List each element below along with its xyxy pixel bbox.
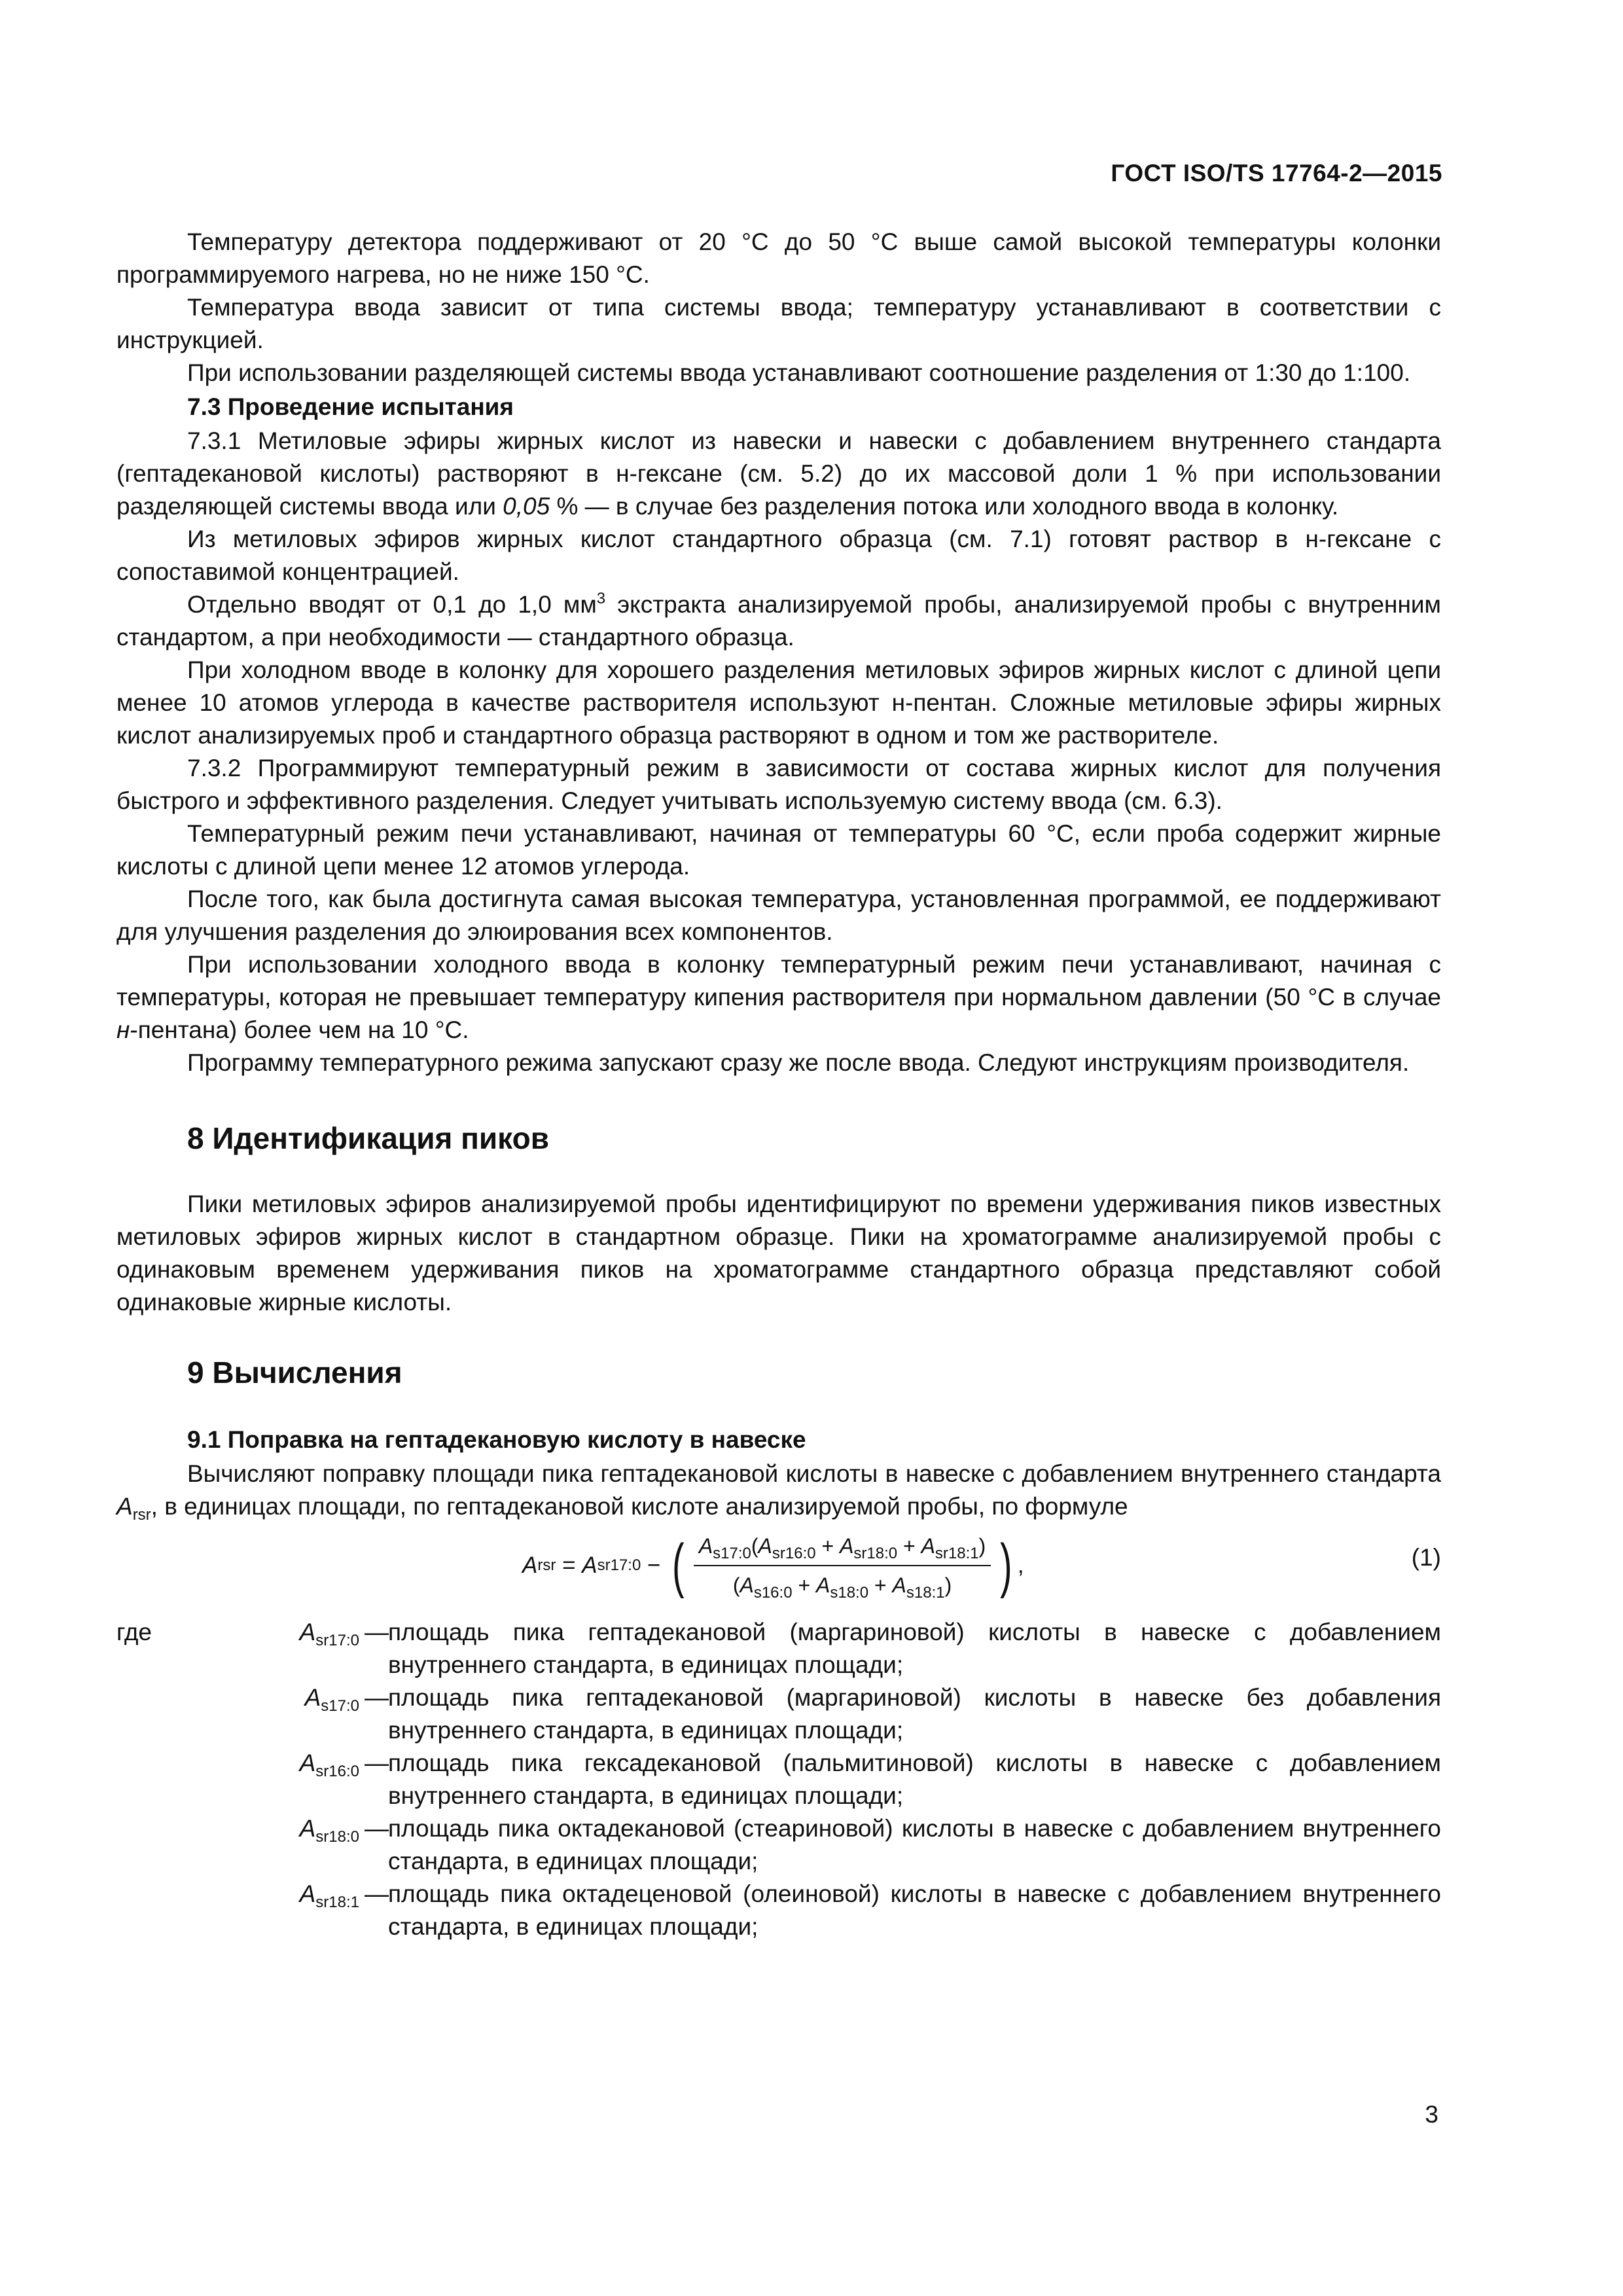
- operator: +: [868, 1573, 893, 1597]
- definition-symbol: [116, 1616, 359, 1681]
- symbol: A: [299, 1749, 316, 1776]
- numerator: [694, 1530, 991, 1566]
- page-number: 3: [1425, 2101, 1438, 2128]
- operator: +: [815, 1534, 840, 1558]
- definition-text: площадь пика гептадекановой (маргариновой) кислоты в навеске без добавления внутреннего стандарта, в единицах площади;: [388, 1684, 1441, 1744]
- definition-item: [116, 1747, 1441, 1812]
- subscript: s17:0: [321, 1697, 359, 1715]
- symbol: A: [892, 1573, 906, 1597]
- document-body: [116, 226, 1441, 1943]
- superscript: 3: [596, 590, 606, 607]
- paragraph: [116, 948, 1441, 1047]
- paragraph: Температуру детектора поддерживают от 20 °С до 50 °С выше самой высокой температуры колонки программируемого нагрева, но не ниже 150 °С.: [116, 228, 1441, 288]
- symbol: A: [921, 1534, 935, 1558]
- paragraph-text: Отдельно вводят от 0,1 до 1,0 мм: [187, 591, 597, 618]
- paragraph: [116, 588, 1441, 654]
- bracket: (: [751, 1534, 758, 1558]
- italic-text: н: [116, 1016, 130, 1043]
- definition-item: [116, 1878, 1441, 1943]
- paragraph: Температурный режим печи устанавливают, начиная от температуры 60 °С, если проба содержит жирные кислоты с длиной цепи менее 12 атомов углерода.: [116, 820, 1441, 880]
- symbol: A: [758, 1534, 772, 1558]
- symbol: A: [522, 1552, 538, 1578]
- definition-item: [116, 1681, 1441, 1747]
- formula-1: [116, 1527, 1441, 1605]
- where-label: где: [116, 1619, 152, 1645]
- paragraph: Программу температурного режима запускают сразу же после ввода. Следуют инструкциям производителя.: [187, 1049, 1410, 1076]
- section-heading-9: 9 Вычисления: [187, 1355, 402, 1390]
- paragraph-text: % — в случае без разделения потока или холодного ввода в колонку.: [550, 493, 1339, 520]
- definition-text: площадь пика гексадекановой (пальмитиновой) кислоты в навеске с добавлением внутреннего стандарта, в единицах площади;: [388, 1749, 1441, 1809]
- subscript: s16:0: [753, 1584, 793, 1602]
- paragraph-text: -пентана) более чем на 10 °С.: [130, 1016, 469, 1043]
- right-paren: ): [1000, 1532, 1012, 1599]
- operator: −: [641, 1552, 668, 1578]
- definition-text: площадь пика октадеценовой (олеиновой) кислоты в навеске с добавлением внутреннего стандарта, в единицах площади;: [388, 1880, 1441, 1940]
- paragraph-text: Вычисляют поправку площади пика гептадекановой кислоты в навеске с добавлением внутреннего стандарта: [187, 1460, 1441, 1487]
- symbol: A: [840, 1534, 854, 1558]
- section-heading-8: 8 Идентификация пиков: [187, 1121, 549, 1155]
- symbol: A: [698, 1534, 713, 1558]
- paragraph: Температура ввода зависит от типа системы ввода; температуру устанавливают в соответствии с инструкцией.: [116, 294, 1441, 353]
- equation-number: (1): [1411, 1544, 1441, 1571]
- definition-symbol: [116, 1812, 359, 1878]
- paragraph-text: экстракта анализируемой пробы, анализируемой пробы с внутренним стандартом, а при необходимости — стандартного образца.: [116, 591, 1441, 651]
- bracket: (: [732, 1573, 740, 1597]
- document-header: ГОСТ ISO/TS 17764-2—2015: [1111, 160, 1442, 187]
- dash: —: [365, 1749, 389, 1776]
- paragraph: Пики метиловых эфиров анализируемой пробы идентифицируют по времени удерживания пиков известных метиловых эфиров жирных кислот в стандартном образце. Пики на хроматограмме анализируемой пробы с одинаковым временем удерживания пиков на хроматограмме стандартного образца представляют собой одинаковые жирные кислоты.: [116, 1191, 1441, 1316]
- paragraph: При холодном вводе в колонку для хорошего разделения метиловых эфиров жирных кислот с длиной цепи менее 10 атомов углерода в качестве растворителя используют н-пентан. Сложные метиловые эфиры жирных кислот анализируемых проб и стандартного образца растворяют в одном и том же растворителе.: [116, 656, 1441, 749]
- definition-symbol: [116, 1747, 359, 1812]
- denominator: [728, 1566, 957, 1602]
- subscript: s18:0: [830, 1584, 869, 1602]
- symbol: A: [299, 1815, 316, 1842]
- section-heading-7-3: 7.3 Проведение испытания: [187, 393, 514, 420]
- subscript: rsr: [132, 1506, 151, 1524]
- bracket: ): [978, 1534, 986, 1558]
- subscript: sr16:0: [315, 1763, 359, 1780]
- operator: +: [792, 1573, 817, 1597]
- definition-symbol: [116, 1878, 359, 1943]
- paragraph-7-3-1: [116, 425, 1441, 523]
- formula-expression: A rsr = A sr17:0 − ( $\frac{A_{s17:0}(A_{sr16:0} + A_{sr18:0} + A_{sr18:1})}{(A_{s16:0} + A_{s18:0} + A_{s18:1})}$ ) ,: [522, 1530, 1024, 1602]
- paragraph-7-3-2: 7.3.2 Программируют температурный режим в зависимости от состава жирных кислот для получения быстрого и эффективного разделения. Следует учитывать используемую систему ввода (см. 6.3).: [116, 755, 1441, 814]
- definition-item: [116, 1616, 1441, 1681]
- fraction: [694, 1530, 991, 1602]
- dash: —: [365, 1880, 389, 1907]
- symbol: A: [582, 1552, 597, 1578]
- subscript: sr18:1: [935, 1545, 979, 1562]
- symbol: A: [816, 1573, 830, 1597]
- subscript: s17:0: [713, 1545, 751, 1562]
- paragraph: [116, 1458, 1441, 1523]
- symbol: A: [299, 1880, 316, 1907]
- dash: —: [365, 1684, 389, 1711]
- paragraph-text: , в единицах площади, по гептадекановой кислоте анализируемой пробы, по формуле: [151, 1493, 1128, 1520]
- subscript: sr18:1: [315, 1893, 359, 1911]
- paragraph-text: При использовании холодного ввода в колонку температурный режим печи устанавливают, начиная с температуры, которая не превышает температуру кипения растворителя при нормальном давлении (50 °С в случае: [116, 951, 1441, 1011]
- symbol: A: [116, 1493, 133, 1520]
- symbol: A: [740, 1573, 754, 1597]
- paragraph: Из метиловых эфиров жирных кислот стандартного образца (см. 7.1) готовят раствор в н-гексане с сопоставимой концентрацией.: [116, 526, 1441, 585]
- definition-text: площадь пика гептадекановой (маргариновой) кислоты в навеске с добавлением внутреннего стандарта, в единицах площади;: [388, 1619, 1441, 1678]
- subscript: sr18:0: [315, 1828, 359, 1846]
- paragraph: При использовании разделяющей системы ввода устанавливают соотношение разделения от 1:30 до 1:100.: [187, 359, 1411, 386]
- definition-text: площадь пика октадекановой (стеариновой) кислоты в навеске с добавлением внутреннего стандарта, в единицах площади;: [388, 1815, 1441, 1874]
- subscript: sr16:0: [772, 1545, 816, 1562]
- paragraph-text: 7.3.1 Метиловые эфиры жирных кислот из навески и навески с добавлением внутреннего стандарта (гептадекановой кислоты) растворяют в н-гексане (см. 5.2) до их массовой доли 1 % при использовании разделяющей системы ввода или: [116, 427, 1441, 520]
- italic-value: 0,05: [503, 493, 550, 520]
- definition-item: [116, 1812, 1441, 1878]
- definition-symbol: [116, 1681, 359, 1747]
- dash: —: [365, 1619, 389, 1645]
- paragraph: После того, как была достигнута самая высокая температура, установленная программой, ее поддерживают для улучшения разделения до элюирования всех компонентов.: [116, 886, 1441, 945]
- symbol: A: [304, 1684, 321, 1711]
- symbol: A: [299, 1619, 316, 1645]
- section-heading-9-1: 9.1 Поправка на гептадекановую кислоту в навеске: [187, 1426, 806, 1453]
- bracket: ): [944, 1573, 952, 1597]
- symbol-definitions: [116, 1616, 1441, 1943]
- dash: —: [365, 1815, 389, 1842]
- left-paren: (: [672, 1532, 685, 1599]
- operator: +: [897, 1534, 921, 1558]
- operator: =: [556, 1552, 582, 1578]
- punctuation: ,: [1017, 1552, 1024, 1578]
- subscript: sr18:0: [853, 1545, 898, 1562]
- subscript: sr17:0: [315, 1632, 359, 1649]
- subscript: s18:1: [906, 1584, 945, 1602]
